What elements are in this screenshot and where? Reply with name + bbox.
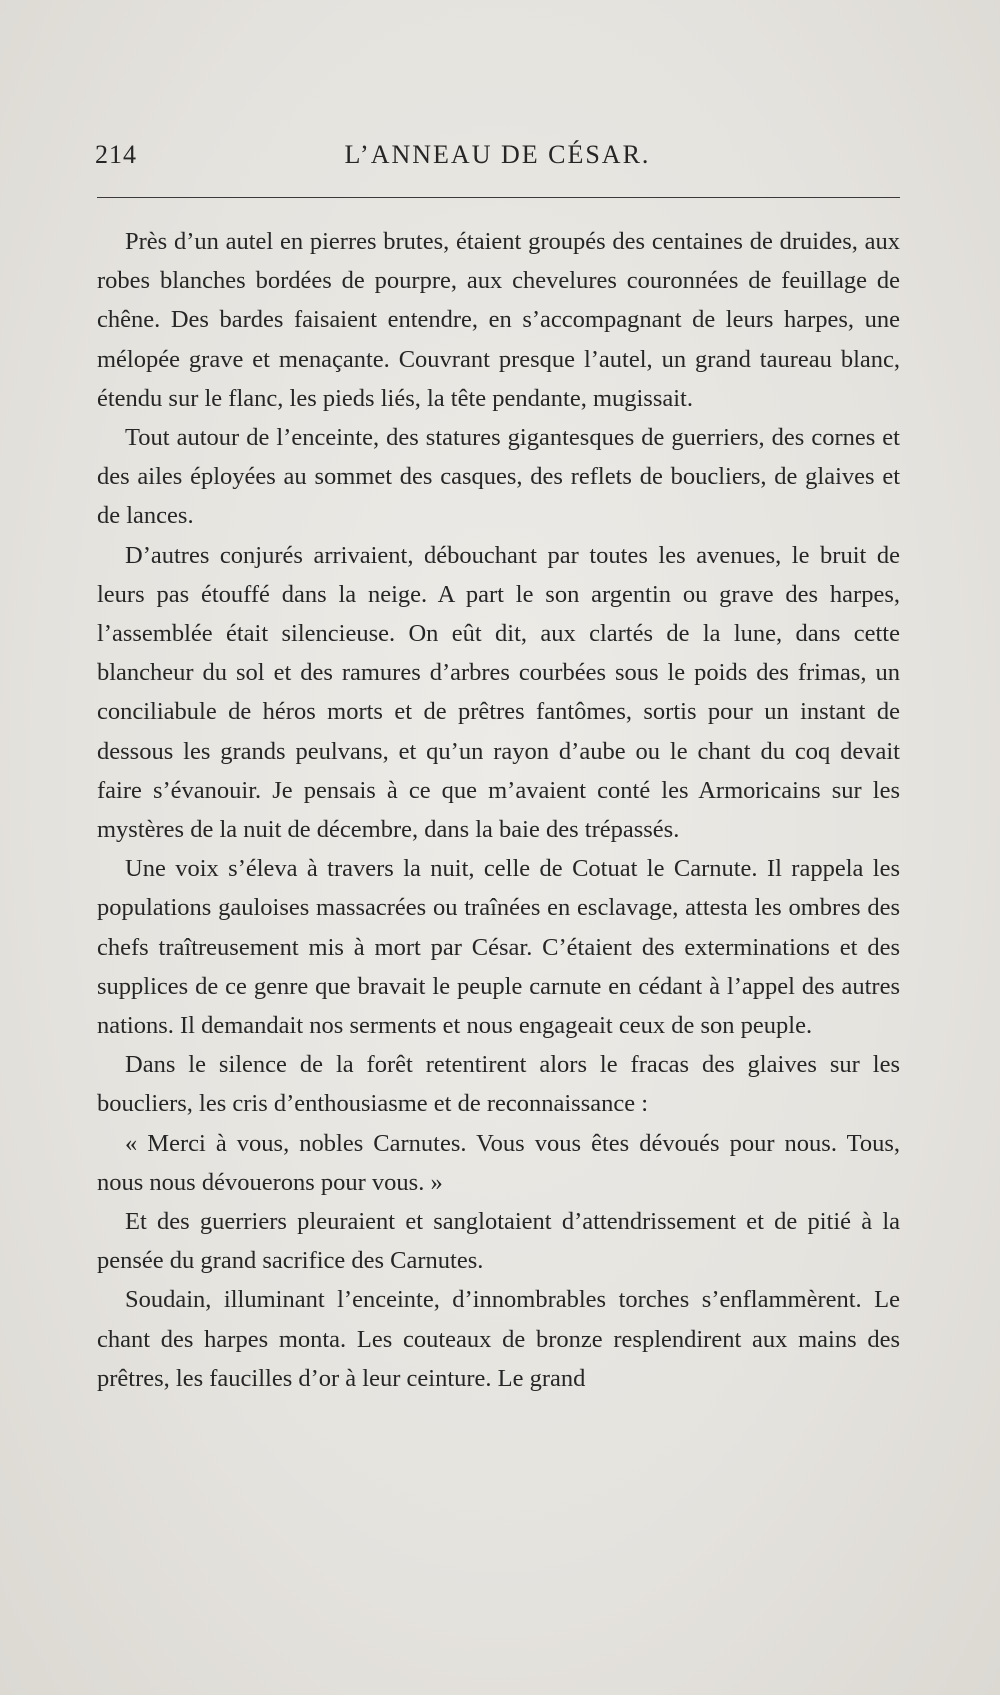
paragraph: D’autres conjurés arrivaient, débouchant par toutes les avenues, le bruit de leurs pas étouffé dans la neige. A part le son argentin ou grave des harpes, l’assemblée était silencieuse. On eût dit, aux clartés de la lune, dans cette blancheur du sol et des ramures d’arbres courbées sous le poids des frimas, un conciliabule de héros morts et de prêtres fantômes, sortis pour un instant de dessous les grands peulvans, et qu’un rayon d’aube ou le chant du coq devait faire s’évanouir. Je pensais à ce que m’avaient conté les Armoricains sur les mystères de la nuit de décembre, dans la baie des trépassés. (97, 541, 900, 844)
running-head: L’ANNEAU DE CÉSAR. (344, 140, 651, 169)
paragraph: Soudain, illuminant l’enceinte, d’innombrables torches s’enflammèrent. Le chant des harpes monta. Les couteaux de bronze resplendirent aux mains des prêtres, les faucilles d’or à leur ceinture. Le grand (97, 1286, 900, 1392)
paragraph: Et des guerriers pleuraient et sanglotaient d’attendrissement et de pitié à la pensée du grand sacrifice des Carnutes. (97, 1208, 900, 1275)
paragraph: Une voix s’éleva à travers la nuit, celle de Cotuat le Carnute. Il rappela les populations gauloises massacrées ou traînées en esclavage, attesta les ombres des chefs traîtreusement mis à mort par César. C’étaient des exterminations et des supplices de ce genre que bravait le peuple carnute en cédant à l’appel des autres nations. Il demandait nos serments et nous engageait ceux de son peuple. (97, 855, 900, 1040)
paragraph: « Merci à vous, nobles Carnutes. Vous vous êtes dévoués pour nous. Tous, nous nous dévouerons pour vous. » (97, 1129, 900, 1196)
paragraph: Dans le silence de la forêt retentirent alors le fracas des glaives sur les boucliers, les cris d’enthousiasme et de reconnaissance : (97, 1051, 900, 1118)
page-number: 214 (95, 140, 137, 169)
page-header (95, 140, 900, 180)
body-text (97, 222, 900, 1398)
paragraph: Tout autour de l’enceinte, des statures gigantesques de guerriers, des cornes et des ailes éployées au sommet des casques, des reflets de boucliers, de glaives et de lances. (97, 424, 900, 530)
paragraph: Près d’un autel en pierres brutes, étaient groupés des centaines de druides, aux robes blanches bordées de pourpre, aux chevelures couronnées de feuillage de chêne. Des bardes faisaient entendre, en s’accompagnant de leurs harpes, une mélopée grave et menaçante. Couvrant presque l’autel, un grand taureau blanc, étendu sur le flanc, les pieds liés, la tête pendante, mugissait. (97, 228, 900, 412)
header-rule (97, 197, 900, 198)
